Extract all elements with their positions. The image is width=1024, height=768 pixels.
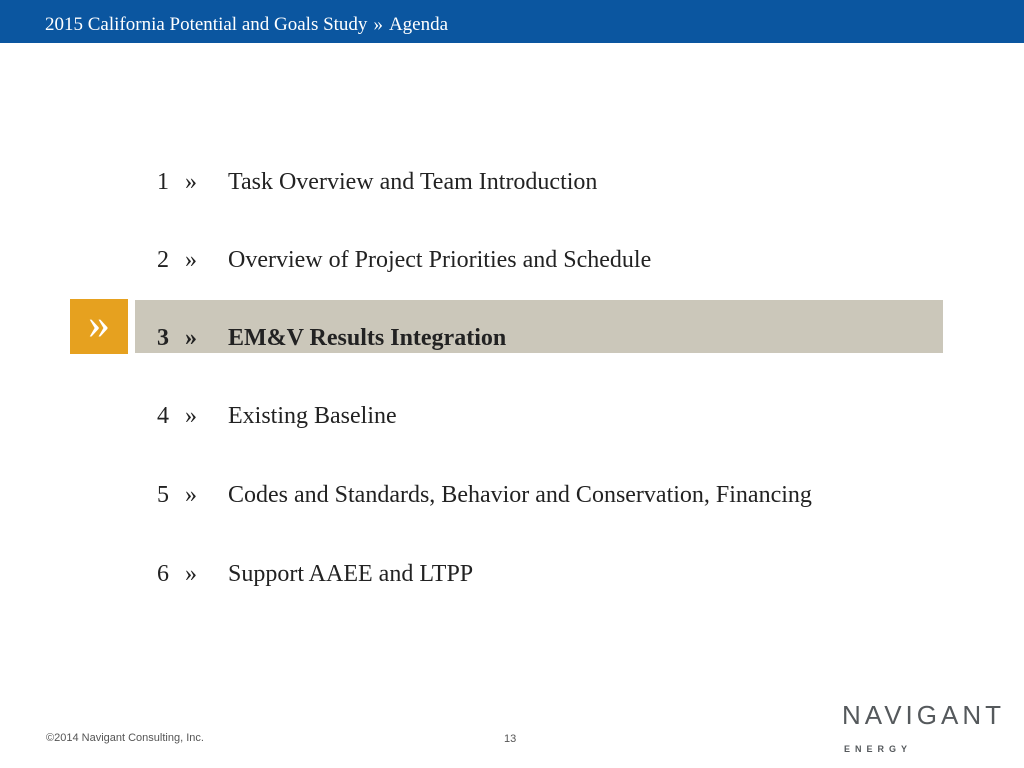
agenda-item-number: 3 — [157, 325, 169, 351]
agenda-item-number: 2 — [157, 247, 169, 273]
agenda-item-arrow: » — [185, 247, 197, 273]
agenda-item-6 — [157, 559, 473, 589]
agenda-item-5 — [157, 480, 812, 510]
agenda-item-4 — [157, 401, 397, 431]
agenda-item-arrow: » — [185, 169, 197, 195]
agenda-item-number: 1 — [157, 169, 169, 195]
agenda-item-number: 4 — [157, 403, 169, 429]
section-title: Agenda — [388, 14, 449, 35]
double-chevron-icon: » — [70, 299, 128, 354]
agenda-item-1 — [157, 167, 597, 197]
agenda-item-2 — [157, 245, 651, 275]
agenda-item-number: 6 — [157, 561, 169, 587]
agenda-item-label: Overview of Project Priorities and Schedule — [228, 247, 652, 273]
agenda-item-arrow: » — [185, 325, 197, 351]
agenda-item-label: Task Overview and Team Introduction — [228, 169, 598, 195]
logo-subtitle: ENERGY — [844, 744, 913, 754]
agenda-item-arrow: » — [185, 561, 197, 587]
agenda-item-3 — [157, 323, 506, 353]
agenda-item-arrow: » — [185, 403, 197, 429]
page-number: 13 — [504, 733, 517, 745]
logo-wordmark: NAVIGANT — [842, 700, 1005, 730]
agenda-item-arrow: » — [185, 482, 197, 508]
agenda-item-label: Support AAEE and LTPP — [228, 561, 474, 587]
copyright-text: ©2014 Navigant Consulting, Inc. — [46, 732, 204, 744]
agenda-item-number: 5 — [157, 482, 169, 508]
agenda-item-label: Codes and Standards, Behavior and Conservation, Financing — [228, 482, 812, 508]
navigant-logo — [842, 700, 1018, 760]
agenda-item-label: Existing Baseline — [228, 403, 397, 429]
agenda-item-label: EM&V Results Integration — [228, 325, 507, 351]
breadcrumb-separator: » — [373, 14, 383, 35]
study-title: 2015 California Potential and Goals Study — [45, 14, 368, 35]
